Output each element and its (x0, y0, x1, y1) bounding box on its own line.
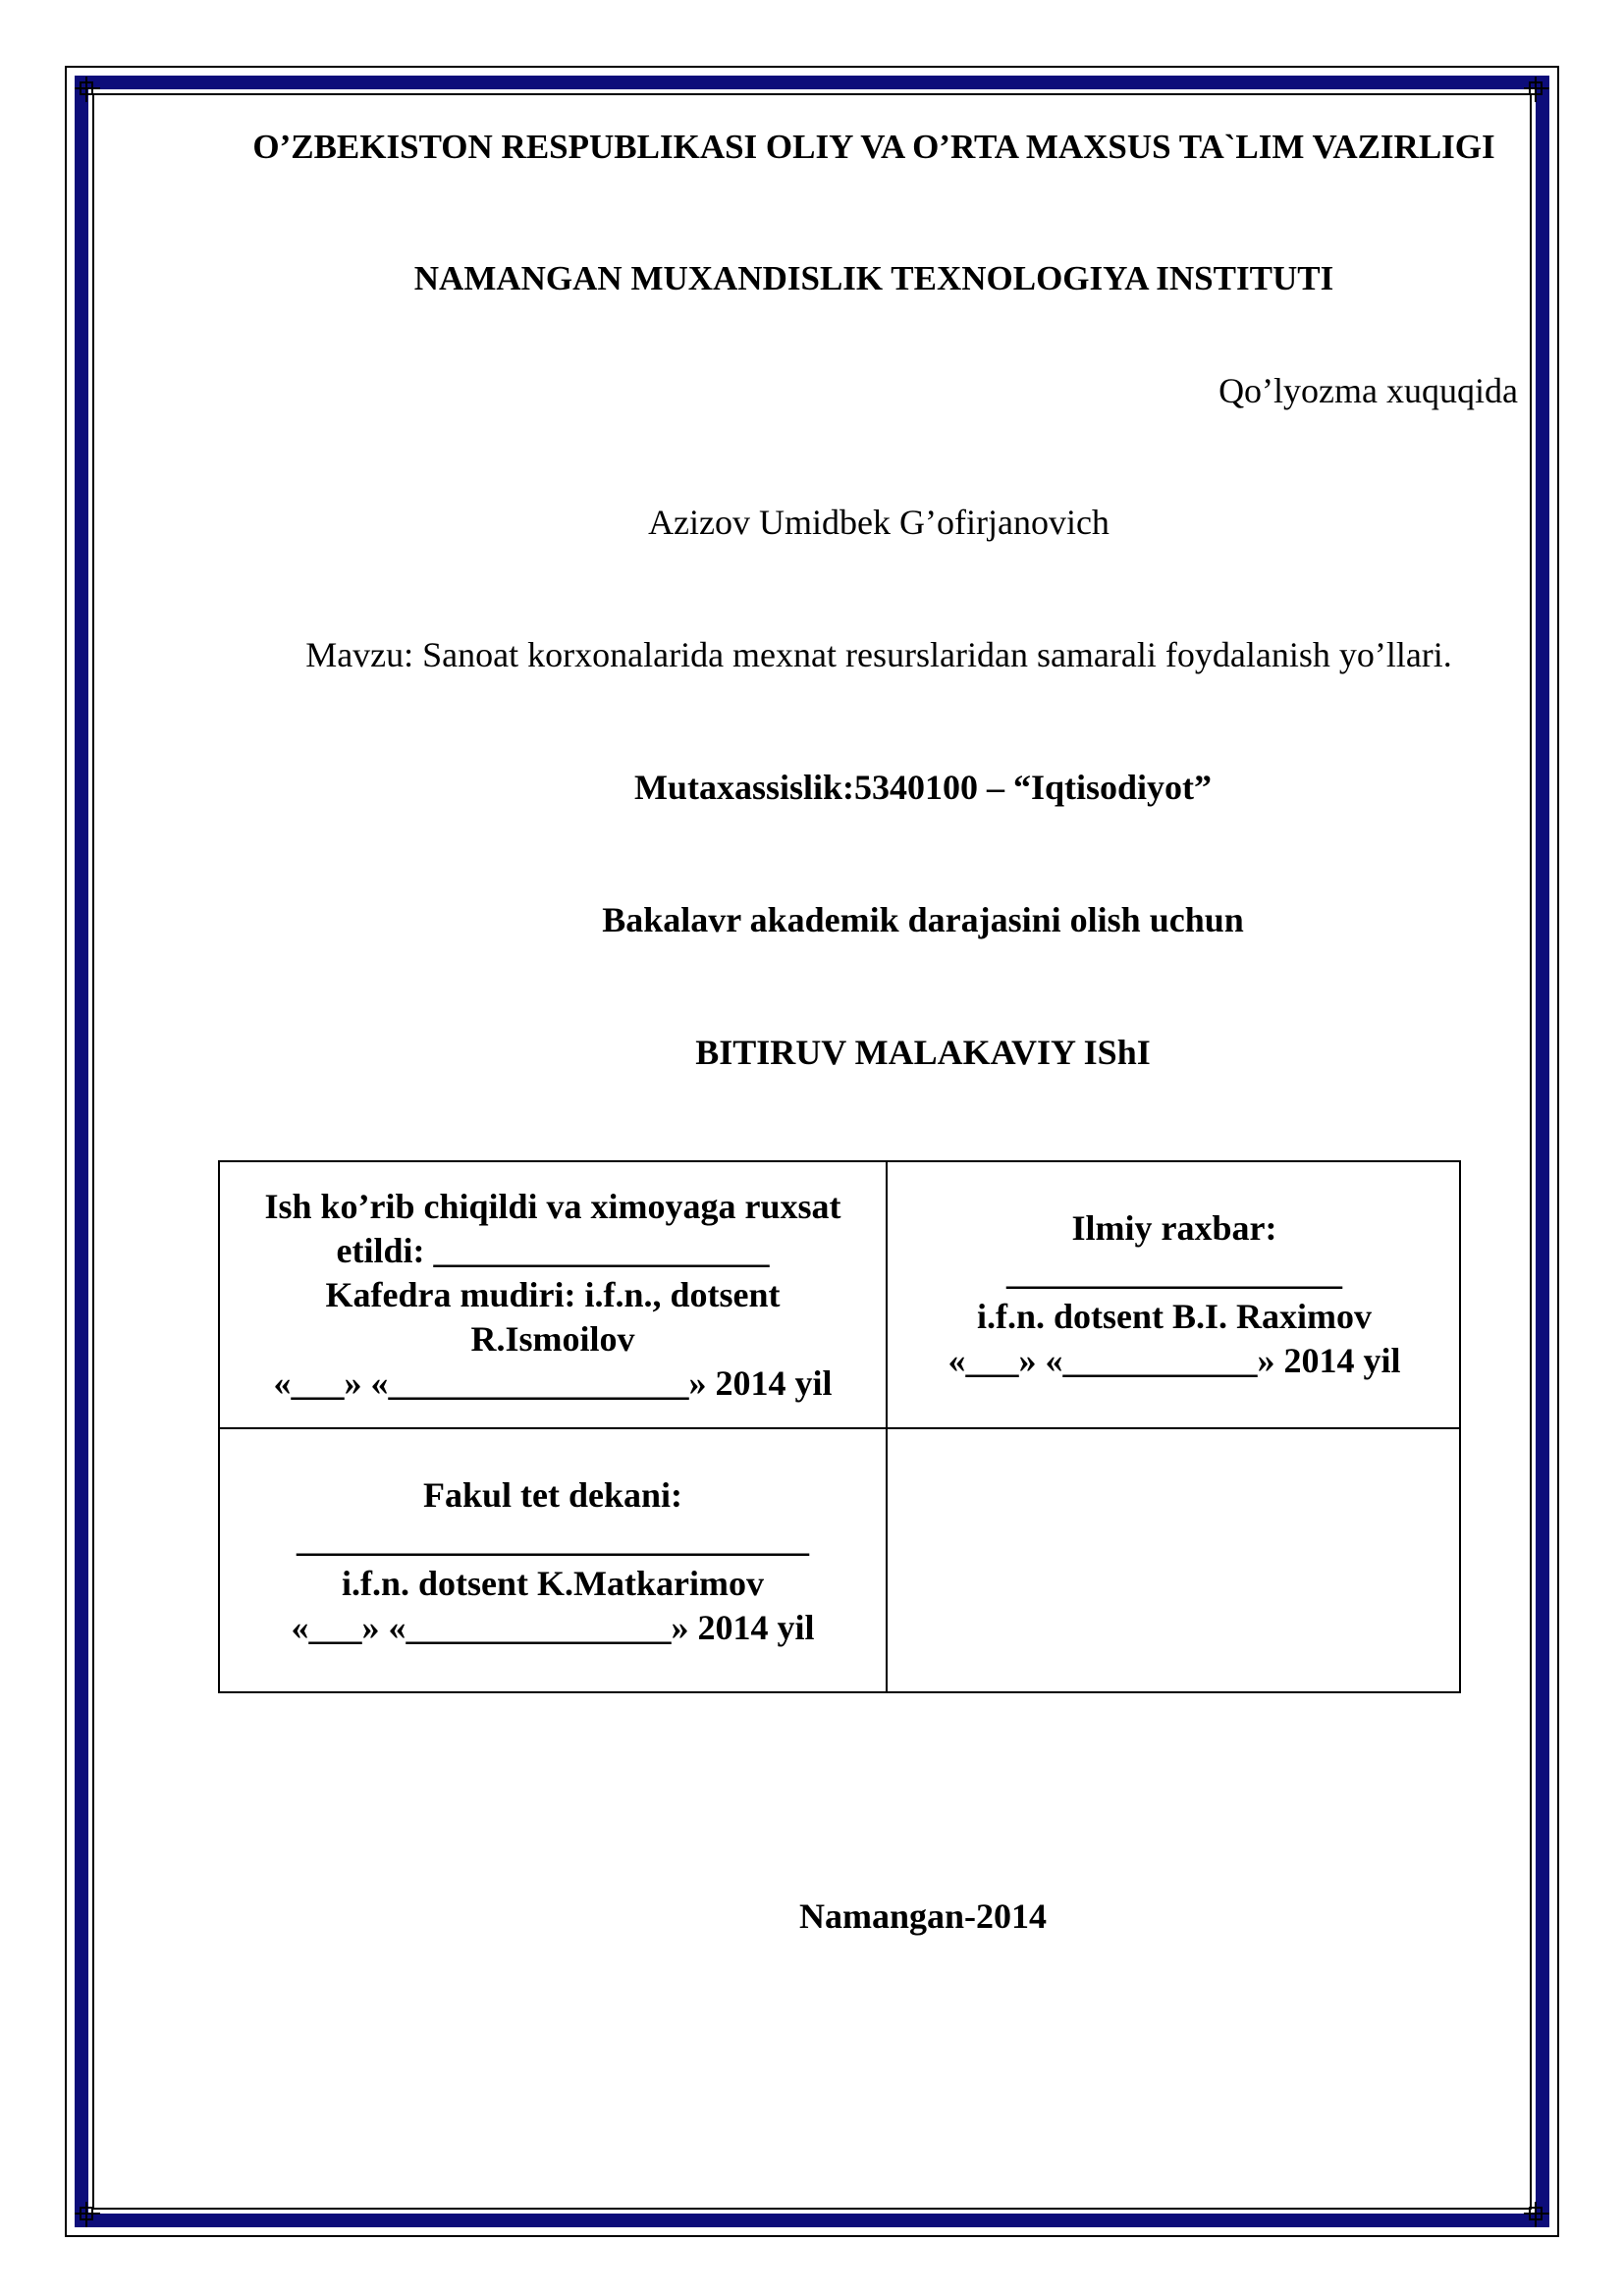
degree-line: Bakalavr akademik darajasini olish uchun (602, 900, 1244, 939)
institute-title: NAMANGAN MUXANDISLIK TEXNOLOGIYA INSTITUTI (413, 259, 1334, 297)
corner-ornament-bottom-left (75, 2202, 100, 2227)
corner-ornament-bottom-right (1524, 2202, 1549, 2227)
empty-cell (888, 1429, 1461, 1693)
department-approval-line-1: Ish ko’rib chiqildi va ximoyaga ruxsat (264, 1186, 841, 1226)
department-head-name: R.Ismoilov (470, 1318, 635, 1359)
department-date-line: «___» «_________________» 2014 yil (273, 1362, 833, 1403)
ministry-title: O’ZBEKISTON RESPUBLIKASI OLIY VA O’RTA MAXSUS TA`LIM VAZIRLIGI (252, 128, 1495, 166)
footer-city-year: Namangan-2014 (798, 1896, 1048, 1936)
dean-signature-line: _____________________________ (297, 1519, 809, 1559)
dean-cell (220, 1429, 886, 1693)
supervisor-date-line: «___» «___________» 2014 yil (947, 1341, 1401, 1380)
supervisor-name: i.f.n. dotsent B.I. Raximov (976, 1297, 1373, 1336)
author-name: Azizov Umidbek G’ofirjanovich (648, 503, 1110, 542)
dean-name: i.f.n. dotsent K.Matkarimov (342, 1563, 764, 1603)
work-type-title: BITIRUV MALAKAVIY IShI (695, 1033, 1151, 1072)
supervisor-label: Ilmiy raxbar: (1071, 1208, 1277, 1248)
department-approval-cell (220, 1162, 886, 1427)
corner-ornament-top-right (1524, 77, 1549, 102)
dean-date-line: «___» «_______________» 2014 yil (291, 1607, 815, 1647)
specialty-line: Mutaxassislik:5340100 – “Iqtisodiyot” (633, 768, 1213, 807)
department-head-title: Kafedra mudiri: i.f.n., dotsent (325, 1274, 781, 1314)
thesis-topic: Mavzu: Sanoat korxonalarida mexnat resurslaridan samarali foydalanish yo’llari. (305, 635, 1452, 674)
corner-ornament-top-left (75, 77, 100, 102)
signature-table (218, 1160, 1461, 1693)
dean-label: Fakul tet dekani: (422, 1474, 683, 1515)
supervisor-signature-line: ___________________ (1006, 1253, 1342, 1292)
department-approval-line-2: etildi: ___________________ (336, 1230, 770, 1270)
manuscript-note: Qo’lyozma xuquqida (1218, 371, 1518, 410)
supervisor-cell (888, 1162, 1461, 1427)
